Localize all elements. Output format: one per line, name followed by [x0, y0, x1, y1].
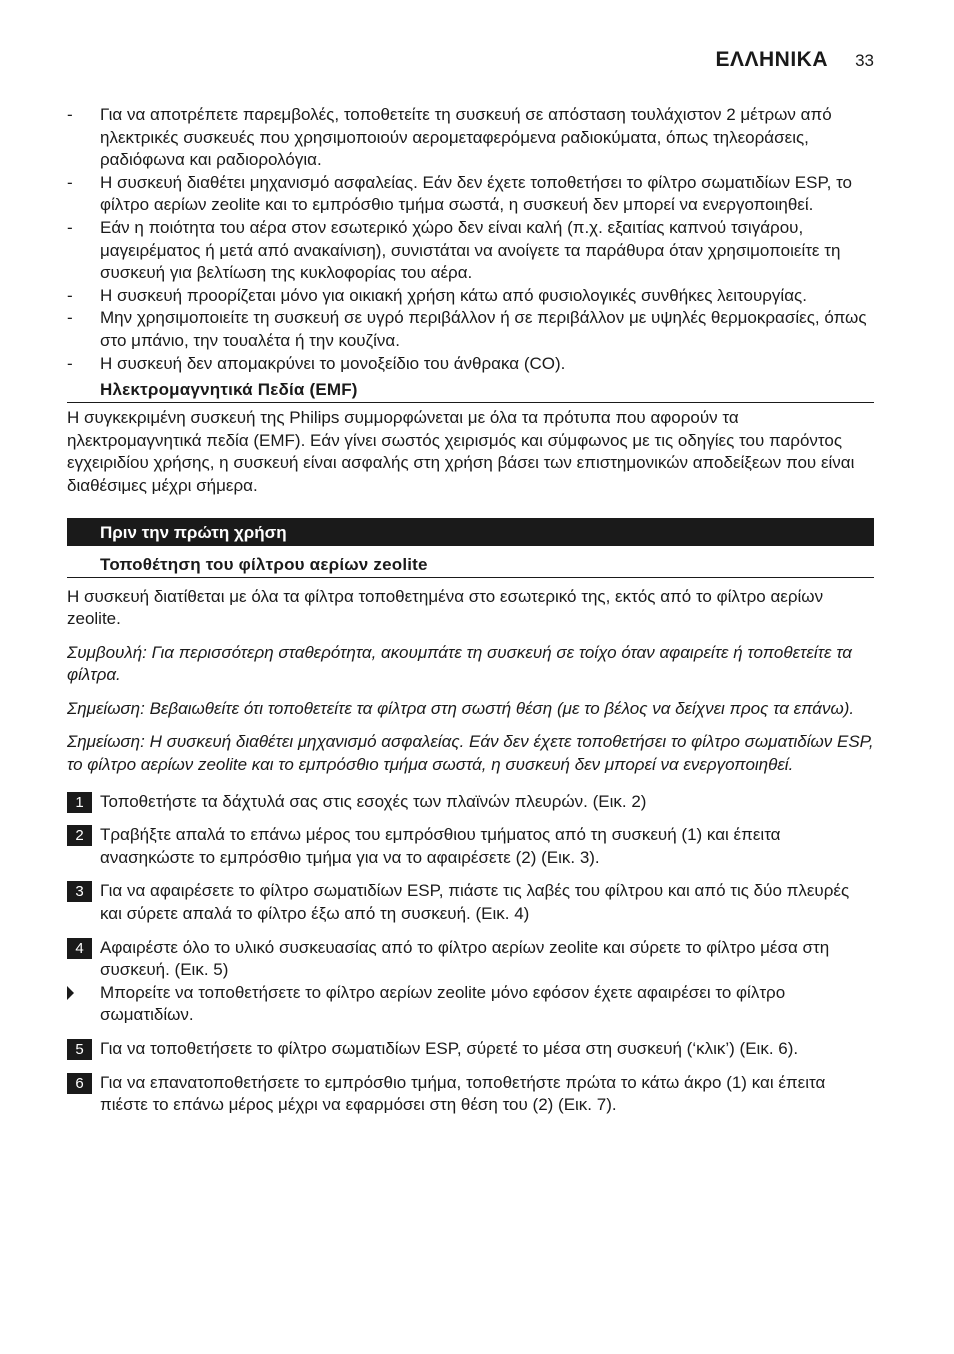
safety-list — [67, 104, 874, 375]
section-title: Πριν την πρώτη χρήση — [67, 518, 874, 546]
step-1 — [67, 791, 874, 814]
step-number: 1 — [67, 792, 92, 813]
language-label: ΕΛΛΗΝΙΚΑ — [715, 48, 828, 71]
triangle-bullet-icon — [67, 986, 74, 1000]
step-number: 2 — [67, 825, 92, 846]
emf-heading: Ηλεκτρομαγνητικά Πεδία (EMF) — [67, 379, 874, 403]
step-text: Αφαιρέστε όλο το υλικό συσκευασίας από το φίλτρο αερίων zeolite και σύρετε το φίλτρο μέσα στη συσκευή. (Εικ. 5) — [100, 937, 830, 980]
step-4-note — [67, 982, 874, 1027]
list-item: - Η συσκευή διαθέτει μηχανισμό ασφαλείας. Εάν δεν έχετε τοποθετήσει το φίλτρο σωματιδίων ESP, το φίλτρο αερίων zeolite και το εμπρόσθιο τμήμα σωστά, η συσκευή δεν μπορεί να ενεργοποιηθεί. — [67, 172, 853, 215]
step-number: 4 — [67, 938, 92, 959]
step-2 — [67, 824, 874, 869]
step-text: Για να τοποθετήσετε το φίλτρο σωματιδίων ESP, σύρετέ το μέσα στη συσκευή (‘κλικ’) (Εικ. 6). — [100, 1039, 799, 1058]
step-5 — [67, 1038, 874, 1061]
step-number: 3 — [67, 881, 92, 902]
list-item: - Εάν η ποιότητα του αέρα στον εσωτερικό χώρο δεν είναι καλή (π.χ. εξαιτίας καπνού τσιγάρου, μαγειρέματος ή μετά από ανακαίνιση), συνιστάται να ανοίγετε τα παράθυρα όταν χρησιμοποιείτε τη συσκευή για βελτίωση της κυκλοφορίας του αέρα. — [67, 217, 841, 283]
emf-text: Η συγκεκριμένη συσκευή της Philips συμμορφώνεται με όλα τα πρότυπα που αφορούν τα ηλεκτρομαγνητικά πεδία (EMF). Εάν γίνει σωστός χειρισμός και σύμφωνος με τις οδηγίες του παρόντος εγχειριδίου χρήσης, η συσκευή είναι ασφαλής στη χρήση βάσει των επιστημονικών αποδείξεων που είναι διαθέσιμες μέχρι σήμερα. — [67, 408, 855, 495]
step-number: 6 — [67, 1073, 92, 1094]
tip-text: Συμβουλή: Για περισσότερη σταθερότητα, ακουμπάτε τη συσκευή σε τοίχο όταν αφαιρείτε ή τοποθετείτε τα φίλτρα. — [67, 642, 853, 685]
page-content — [67, 104, 874, 1117]
list-item: - Η συσκευή δεν απομακρύνει το μονοξείδιο του άνθρακα (CO). — [67, 353, 566, 373]
zeolite-heading: Τοποθέτηση του φίλτρου αερίων zeolite — [67, 554, 874, 578]
step-number: 5 — [67, 1039, 92, 1060]
list-item: - Για να αποτρέπετε παρεμβολές, τοποθετείτε τη συσκευή σε απόσταση τουλάχιστον 2 μέτρων από ηλεκτρικές συσκευές που χρησιμοποιούν αερομεταφερόμενα ραδιοκύματα, όπως τηλεοράσεις, ραδιόφωνα και ραδιορολόγια. — [67, 105, 832, 170]
list-item: - Η συσκευή προορίζεται μόνο για οικιακή χρήση κάτω από φυσιολογικές συνθήκες λειτουργίας. — [67, 285, 807, 305]
section-intro: Η συσκευή διατίθεται με όλα τα φίλτρα τοποθετημένα στο εσωτερικό της, εκτός από το φίλτρο αερίων zeolite. — [67, 586, 824, 629]
page-number: 33 — [855, 51, 874, 70]
step-text: Για να επανατοποθετήσετε το εμπρόσθιο τμήμα, τοποθετήστε πρώτα το κάτω άκρο (1) και έπειτα πιέστε το επάνω μέρος μέχρι να εφαρμόσει στη θέση του (2) (Εικ. 7). — [100, 1072, 826, 1115]
step-text: Για να αφαιρέσετε το φίλτρο σωματιδίων ESP, πιάστε τις λαβές του φίλτρου και από τις δύο πλευρές και σύρετε απαλά το φίλτρο έξω από τη συσκευή. (Εικ. 4) — [100, 881, 850, 924]
note-safety: Σημείωση: Η συσκευή διαθέτει μηχανισμό ασφαλείας. Εάν δεν έχετε τοποθετήσει το φίλτρο σωματιδίων ESP, το φίλτρο αερίων zeolite και το εμπρόσθιο τμήμα σωστά, η συσκευή δεν μπορεί να ενεργοποιηθεί. — [67, 732, 874, 775]
step-4 — [67, 937, 874, 982]
list-item: - Μην χρησιμοποιείτε τη συσκευή σε υγρό περιβάλλον ή σε περιβάλλον με υψηλές θερμοκρασίες, όπως στο μπάνιο, την τουαλέτα ή την κουζίνα. — [67, 308, 867, 350]
step-text: Τραβήξτε απαλά το επάνω μέρος του εμπρόσθιου τμήματος από τη συσκευή (1) και έπειτα ανασηκώστε το εμπρόσθιο τμήμα για να το αφαιρέσετε (2) (Εικ. 3). — [100, 825, 781, 867]
page-header — [672, 46, 874, 76]
note-arrow: Σημείωση: Βεβαιωθείτε ότι τοποθετείτε τα φίλτρα στη σωστή θέση (με το βέλος να δείχνει προς τα επάνω). — [67, 698, 855, 718]
step-text: Τοποθετήστε τα δάχτυλά σας στις εσοχές των πλαϊνών πλευρών. (Εικ. 2) — [100, 791, 647, 811]
step-3 — [67, 880, 874, 925]
step-6 — [67, 1072, 874, 1117]
bullet-text: Μπορείτε να τοποθετήσετε το φίλτρο αερίων zeolite μόνο εφόσον έχετε αφαιρέσει το φίλτρο σωματιδίων. — [100, 982, 786, 1025]
